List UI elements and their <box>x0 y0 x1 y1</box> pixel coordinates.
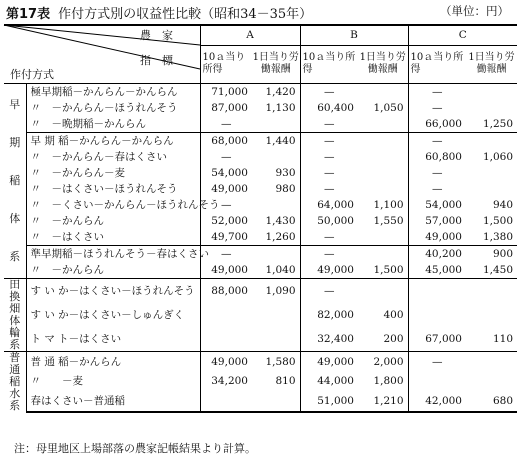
row-label: 〃 －かんらん <box>30 215 104 227</box>
table-row <box>4 116 517 133</box>
labor-cell <box>358 165 408 181</box>
table-row <box>4 246 517 263</box>
labor-cell: 1,800 <box>373 375 404 388</box>
row-label: 〃 －かんらん－ほうれんそう <box>30 102 178 114</box>
table-number: 第17表 <box>6 7 51 22</box>
table-row <box>4 197 517 213</box>
income-cell: 54,000 <box>200 165 252 181</box>
table-row <box>4 229 517 246</box>
labor-cell <box>358 279 408 304</box>
footnote: 注：母里地区上場部落の農家記帳結果より計算。 <box>14 442 256 455</box>
header-indicator: 指 標 <box>140 54 173 67</box>
labor-cell: 1,250 <box>482 118 514 130</box>
table-row <box>4 279 517 304</box>
labor-cell: 1,130 <box>265 102 296 114</box>
row-label: 早 期 稲－かんらん－かんらん <box>30 135 174 147</box>
row-label: 〃 －くさい－かんらん－ほうれんそう <box>30 199 220 211</box>
labor-cell: 1,550 <box>373 215 404 227</box>
income-cell: 49,000 <box>408 229 466 246</box>
income-cell: — <box>300 133 358 150</box>
income-cell <box>200 327 252 352</box>
header-labor-A: 1日当り労働報酬 <box>252 45 300 84</box>
labor-cell <box>466 279 517 304</box>
income-cell: 51,000 <box>300 391 358 412</box>
table-row <box>4 372 517 392</box>
labor-cell <box>466 84 517 101</box>
income-cell: — <box>300 116 358 133</box>
income-cell: — <box>300 149 358 165</box>
table-row <box>4 213 517 229</box>
income-cell: — <box>300 181 358 197</box>
labor-cell: 1,430 <box>265 215 296 227</box>
income-cell: 52,000 <box>200 213 252 229</box>
header-income-A: 10ａ当り所得 <box>200 45 252 84</box>
labor-cell: 680 <box>466 391 517 412</box>
labor-cell <box>252 246 300 263</box>
row-label: 〃 －かんらん－春はくさい <box>30 151 167 163</box>
income-cell: — <box>300 279 358 304</box>
income-cell <box>408 279 466 304</box>
table-row <box>4 391 517 412</box>
income-cell: 71,000 <box>200 84 252 101</box>
income-cell: 32,400 <box>300 327 358 352</box>
unit-label: （単位：円） <box>440 4 509 18</box>
row-label: 春はくさい－普通稲 <box>26 391 200 412</box>
labor-cell <box>466 100 517 116</box>
income-cell: 49,000 <box>300 262 358 279</box>
income-cell: — <box>300 84 358 101</box>
labor-cell: 1,580 <box>252 352 300 372</box>
table-row <box>4 181 517 197</box>
row-label: 〃 －麦 <box>30 375 83 388</box>
labor-cell: 1,500 <box>373 264 404 276</box>
income-cell: — <box>408 165 466 181</box>
labor-cell: 200 <box>383 332 404 345</box>
header-C: C <box>408 25 517 45</box>
table-row <box>4 133 517 150</box>
labor-cell: 810 <box>275 375 296 388</box>
row-label: 極早期稲－かんらん－かんらん <box>30 86 178 98</box>
income-cell: 54,000 <box>408 197 466 213</box>
table-row <box>4 84 517 101</box>
income-cell: 50,000 <box>300 213 358 229</box>
labor-cell <box>252 116 300 133</box>
income-cell: — <box>200 246 252 263</box>
labor-cell: 110 <box>492 332 514 345</box>
labor-cell <box>252 303 300 327</box>
income-cell: — <box>200 116 252 133</box>
income-cell: 34,200 <box>200 372 252 392</box>
income-cell: — <box>408 100 466 116</box>
labor-cell: 1,420 <box>265 86 296 98</box>
header-labor-C: 1日当り労働報酬 <box>466 45 517 84</box>
table-caption: 作付方式別の収益性比較（昭和34－35年） <box>58 7 313 22</box>
labor-cell: 1,060 <box>482 151 514 163</box>
row-label: ト マ ト－はくさい <box>30 332 122 345</box>
table-row <box>4 303 517 327</box>
income-cell: 42,000 <box>408 391 466 412</box>
labor-cell <box>466 181 517 197</box>
labor-cell <box>466 372 517 392</box>
labor-cell: 1,500 <box>482 215 514 227</box>
labor-cell <box>358 133 408 150</box>
income-cell: — <box>200 149 252 165</box>
group-label: 田換畑体輪系 <box>4 279 26 352</box>
table-title <box>6 3 312 22</box>
labor-cell: 1,090 <box>252 279 300 304</box>
row-label: 〃 －晩期稲－かんらん <box>30 118 146 130</box>
income-cell: — <box>200 197 252 213</box>
labor-cell: 1,380 <box>482 231 514 243</box>
row-label: 〃 －かんらん－麦 <box>30 167 125 179</box>
labor-cell <box>252 149 300 165</box>
row-label: 普 通 稲－かんらん <box>26 352 200 372</box>
row-label: 〃 －かんらん <box>30 264 104 276</box>
header-income-B: 10ａ当り所得 <box>300 45 358 84</box>
income-cell <box>200 391 252 412</box>
income-cell: 49,000 <box>200 181 252 197</box>
yield-table <box>4 24 517 413</box>
income-cell: 40,200 <box>408 246 466 263</box>
table-row <box>4 262 517 279</box>
labor-cell <box>252 327 300 352</box>
labor-cell <box>358 149 408 165</box>
labor-cell <box>252 391 300 412</box>
labor-cell <box>466 352 517 372</box>
income-cell: 64,000 <box>300 197 358 213</box>
labor-cell: 2,000 <box>358 352 408 372</box>
income-cell: 60,400 <box>300 100 358 116</box>
income-cell: 67,000 <box>408 327 466 352</box>
income-cell: — <box>408 84 466 101</box>
header-farmer: 農 家 <box>140 29 173 42</box>
labor-cell: 980 <box>275 183 296 195</box>
group-label: 早期稲体系 <box>4 84 26 279</box>
income-cell: — <box>300 229 358 246</box>
labor-cell: 1,040 <box>265 264 296 276</box>
labor-cell <box>358 116 408 133</box>
income-cell: — <box>408 181 466 197</box>
labor-cell: 1,100 <box>373 199 404 211</box>
income-cell: 49,700 <box>200 229 252 246</box>
header-income-C: 10ａ当り所得 <box>408 45 466 84</box>
row-label: 〃 －はくさい－ほうれんそう <box>30 183 178 195</box>
income-cell: 87,000 <box>200 100 252 116</box>
header-row-farmer <box>4 25 517 45</box>
row-label: 〃 －はくさい <box>30 231 104 243</box>
labor-cell: 1,210 <box>358 391 408 412</box>
labor-cell: 940 <box>492 199 514 211</box>
labor-cell <box>358 181 408 197</box>
header-labor-B: 1日当り労働報酬 <box>358 45 408 84</box>
table-row <box>4 149 517 165</box>
labor-cell: 900 <box>492 248 514 260</box>
table-row <box>4 352 517 372</box>
income-cell: 60,800 <box>408 149 466 165</box>
income-cell: 45,000 <box>408 262 466 279</box>
labor-cell: 400 <box>383 308 404 321</box>
income-cell <box>200 303 252 327</box>
labor-cell <box>252 197 300 213</box>
income-cell: 49,000 <box>200 262 252 279</box>
header-B: B <box>300 25 408 45</box>
income-cell: 44,000 <box>300 372 358 392</box>
income-cell: 66,000 <box>408 116 466 133</box>
table-row <box>4 327 517 352</box>
row-label: す い か－はくさい－ほうれんそう <box>26 279 200 304</box>
income-cell: 57,000 <box>408 213 466 229</box>
income-cell: 49,000 <box>200 352 252 372</box>
header-row-indicators <box>4 45 517 84</box>
income-cell <box>408 303 466 327</box>
labor-cell <box>358 229 408 246</box>
table-row <box>4 100 517 116</box>
income-cell: 88,000 <box>200 279 252 304</box>
labor-cell <box>358 246 408 263</box>
labor-cell: 1,050 <box>373 102 404 114</box>
group-label: 普通稲水系 <box>4 352 26 413</box>
income-cell: 68,000 <box>200 133 252 150</box>
labor-cell <box>466 303 517 327</box>
labor-cell <box>358 84 408 101</box>
row-label: 準早期稲－ほうれんそう－春はくさい <box>30 248 209 260</box>
income-cell: — <box>300 165 358 181</box>
income-cell: — <box>408 133 466 150</box>
header-A: A <box>200 25 300 45</box>
income-cell <box>408 372 466 392</box>
labor-cell <box>466 133 517 150</box>
table-row <box>4 165 517 181</box>
labor-cell: 930 <box>275 167 296 179</box>
income-cell: 82,000 <box>300 303 358 327</box>
income-cell: — <box>300 246 358 263</box>
header-method: 作付方式 <box>10 68 54 81</box>
row-label: す い か－はくさい－しゅんぎく <box>30 308 185 321</box>
labor-cell <box>466 165 517 181</box>
labor-cell: 1,450 <box>482 264 514 276</box>
income-cell: — <box>408 352 466 372</box>
labor-cell: 1,260 <box>265 231 296 243</box>
labor-cell: 1,440 <box>265 135 296 147</box>
income-cell: 49,000 <box>300 352 358 372</box>
